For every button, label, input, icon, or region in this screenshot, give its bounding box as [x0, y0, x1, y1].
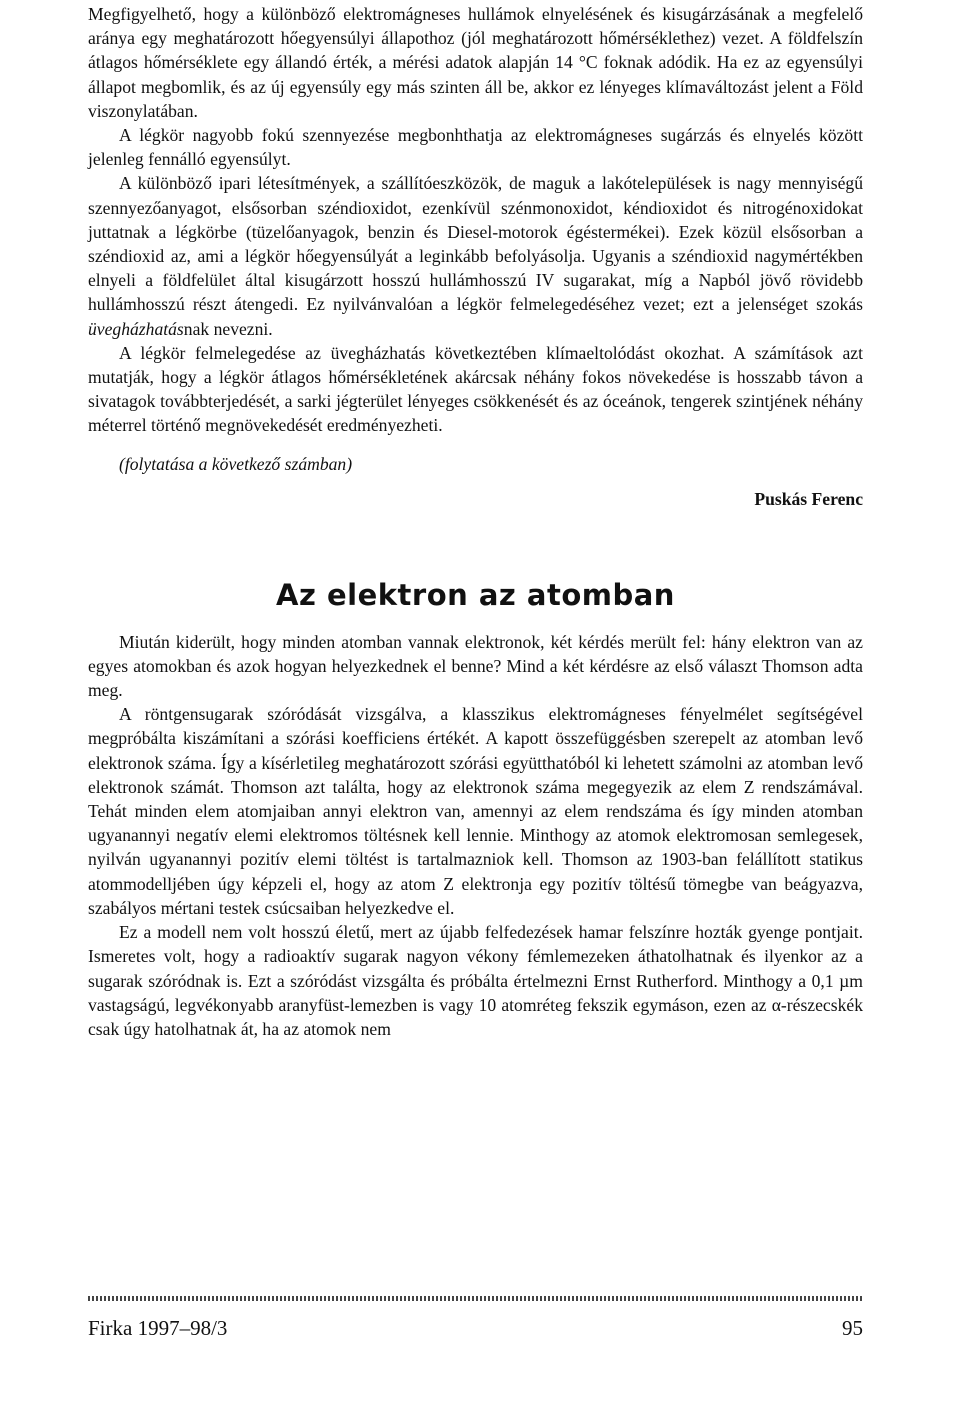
article2-paragraph-2: A röntgensugarak szóródását vizsgálva, a klasszikus elektromágneses fényelmélet segítségével megpróbálta kiszámítani a szórási koefficiens értékét. A kapott összefüggésben szerepelt az atomban levő elektronok száma. Így a kísérletileg meghatározott szórási együtthatóból ki lehetett számolni az atomban levő elektronok számát. Thomson azt találta, hogy az elektronok száma megegyezik az elem Z rendszámával. Tehát minden elem atomjaiban annyi elektron van, amennyi az elem rendszáma és így minden atomban ugyanannyi negatív elemi elektromos töltésnek kell lennie. Minthogy az atomok elektromosan semlegesek, nyilván ugyanannyi pozitív elemi töltést is tartalmazniok kell. Thomson az 1903-ban felállított statikus atommodelljében úgy képzeli el, hogy az atom Z elektronja egy pozitív töltésű tömegbe van beágyazva, szabályos mértani testek csúcsaiban helyezkedve el.	[88, 704, 863, 918]
article1-paragraph-3	[88, 171, 863, 340]
page-footer	[88, 1316, 863, 1341]
page-number: 95	[842, 1316, 863, 1340]
continued-note: (folytatása a következő számban)	[119, 453, 353, 474]
article1-paragraph-3-text: A különböző ipari létesítmények, a szállítóeszközök, de maguk a lakótelepülések is nagy mennyiségű szennyezőanyagot, elsősorban széndioxidot, ezenkívül szénmonoxidot, kéndioxidot és nitrogénoxidokat juttatnak a légkörbe (tüzelőanyagok, benzin és Diesel-motorok égéstermékei). Ezek közül elsősorban a széndioxid az, ami a légkör hőegyensúlyát a leginkább befolyásolja. Ugyanis a széndioxid nagymértékben elnyeli a földfelület által kisugárzott hosszú hullámhosszú IV sugarakat, míg a Napból jövő rövidebb hullámhosszú részt átengedi. Ez nyilvánvalóan a légkör felmelegedéséhez vezet; ezt a jelenséget szokás	[88, 173, 863, 315]
article1-paragraph-1: Megfigyelhető, hogy a különböző elektromágneses hullámok elnyelésének és kisugárzásának a megfelelő aránya egy meghatározott hőegyensúlyi állapothoz (jól meghatározott hőmérséklethez) vezet. A földfelszín átlagos hőmérséklete egy állandó érték, a mérési adatok alapján 14 °C foknak adódik. Ha ez az egyensúlyi állapot megbomlik, és az új egyensúly egy más szinten áll be, akkor ez lényeges klímaváltozást jelent a Föld viszonylatában.	[88, 4, 863, 121]
page-content	[88, 0, 863, 1041]
article2-title: Az elektron az atomban	[276, 577, 675, 612]
greenhouse-term: üvegházhatás	[88, 318, 184, 339]
article2-paragraph-3: Ez a modell nem volt hosszú életű, mert az újabb felfedezések hamar felszínre hozták gyenge pontjait. Ismeretes volt, hogy a radioaktív sugarak nagyon vékony fémlemezeken áthatolhatnak és ilyenkor az a sugarak szóródnak is. Ezt a szóródást vizsgálta és próbálta értelmezni Ernst Rutherford. Minthogy a 0,1 µm vastagságú, legvékonyabb aranyfüst-lemezben is vagy 10 atomréteg fekszik egymáson, ezen az α-részecskék csak úgy hatolhatnak át, ha az atomok nem	[88, 922, 863, 1039]
footer-divider	[88, 1296, 863, 1301]
author-name: Puskás Ferenc	[754, 488, 863, 509]
greenhouse-suffix: nak nevezni.	[183, 318, 273, 339]
article2-paragraph-1: Miután kiderült, hogy minden atomban vannak elektronok, két kérdés merült fel: hány elektron van az egyes atomokban és azok hogyan helyezkednek el benne? Mind a két kérdésre az első választ Thomson adta meg.	[88, 631, 863, 701]
journal-issue: Firka 1997–98/3	[88, 1316, 228, 1340]
article1-paragraph-2: A légkör nagyobb fokú szennyezése megbonhthatja az elektromágneses sugárzás és elnyelés között jelenleg fennálló egyensúlyt.	[88, 125, 863, 170]
article1-paragraph-4: A légkör felmelegedése az üvegházhatás következtében klímaeltolódást okozhat. A számítások azt mutatják, hogy a légkör átlagos hőmérsékletének akárcsak néhány fokos növekedése is hosszabb távon a sivatagok továbbterjedését, a sarki jégterület lényeges csökkenését és az óceánok, tengerek szintjének néhány méterrel történő megnövekedését eredményezheti.	[88, 342, 863, 436]
